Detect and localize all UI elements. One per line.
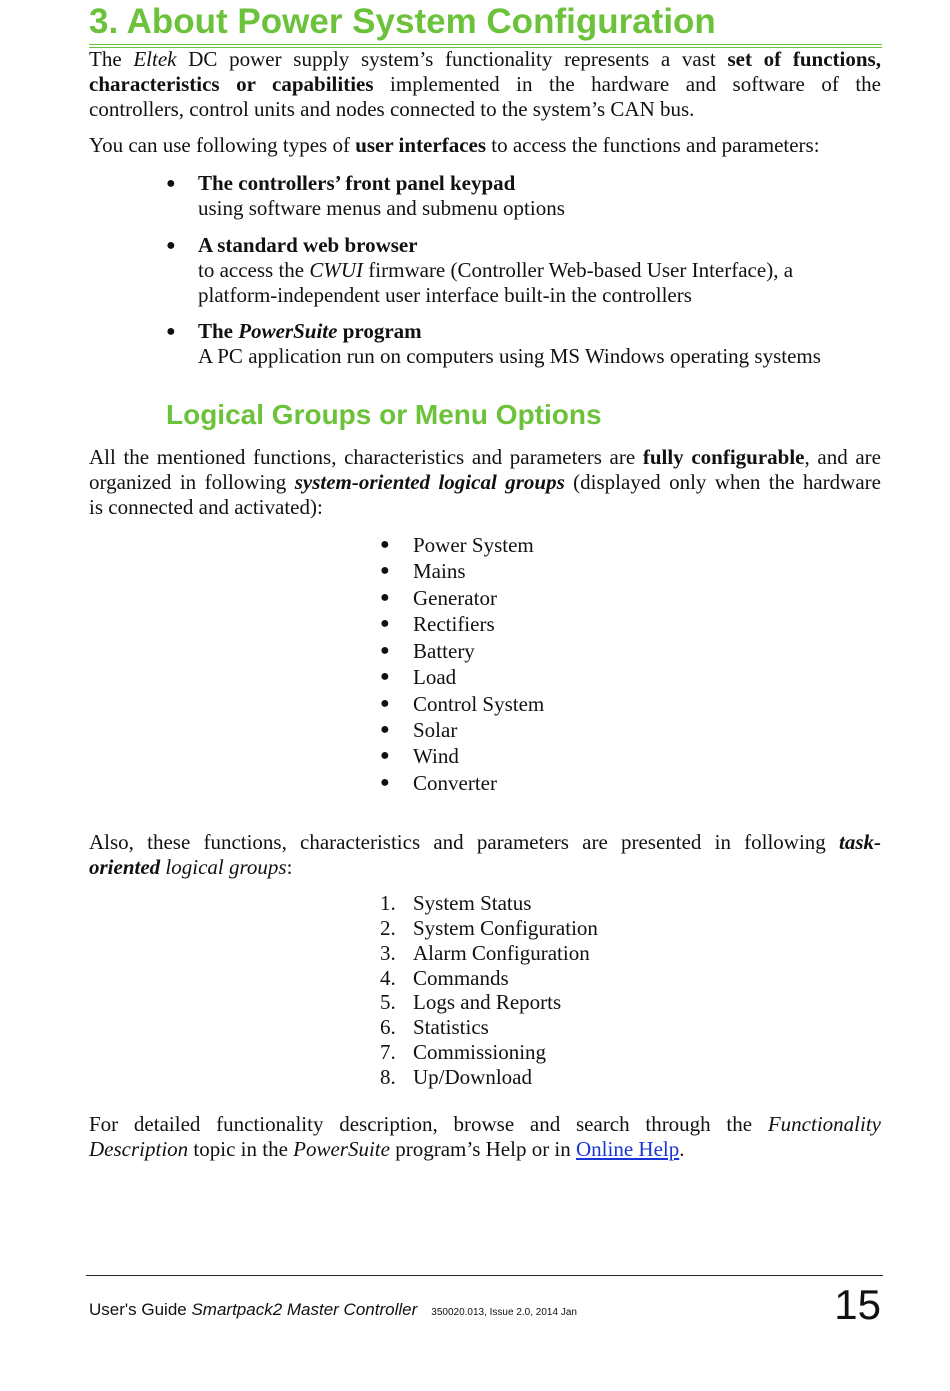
intro-line-1: The Eltek DC power supply system’s functionality represents a vast set of functions, <box>89 47 881 71</box>
footer: User's Guide Smartpack2 Master Controller 350020.013, Issue 2.0, 2014 Jan <box>89 1300 577 1319</box>
task-intro-line-2: oriented logical groups: <box>89 855 293 879</box>
browser-desc-2: platform-independent user interface built-in the controllers <box>198 283 692 307</box>
powersuite-title: The PowerSuite program <box>198 319 422 343</box>
browser-title: A standard web browser <box>198 233 418 257</box>
groups-intro-line-3: is connected and activated): <box>89 495 323 519</box>
intro-line-3: controllers, control units and nodes connected to the system’s CAN bus. <box>89 97 695 121</box>
page-number: 15 <box>834 1281 881 1328</box>
closing-line-2: Description topic in the PowerSuite program’s Help or in Online Help. <box>89 1137 685 1161</box>
footer-rule <box>86 1275 883 1276</box>
groups-intro-line-1: All the mentioned functions, characteristics and parameters are fully configurable, and are <box>89 445 881 469</box>
intro-line-2: characteristics or capabilities implemented in the hardware and software of the <box>89 72 881 96</box>
keypad-title: The controllers’ front panel keypad <box>198 171 516 195</box>
page-heading: 3. About Power System Configuration <box>89 2 716 41</box>
keypad-desc: using software menus and submenu options <box>198 196 565 220</box>
closing-line-1: For detailed functionality description, browse and search through the Functionality <box>89 1112 881 1136</box>
groups-intro-line-2: organized in following system-oriented logical groups (displayed only when the hardware <box>89 470 881 494</box>
task-intro-line-1: Also, these functions, characteristics and parameters are presented in following task- <box>89 830 881 854</box>
heading-rule <box>89 44 882 45</box>
browser-desc-1: to access the CWUI firmware (Controller Web-based User Interface), a <box>198 258 794 282</box>
powersuite-desc: A PC application run on computers using MS Windows operating systems <box>198 344 821 368</box>
online-help-link[interactable]: Online Help <box>576 1137 680 1161</box>
ui-intro: You can use following types of user interfaces to access the functions and parameters: <box>89 133 820 157</box>
subheading: Logical Groups or Menu Options <box>166 399 602 430</box>
